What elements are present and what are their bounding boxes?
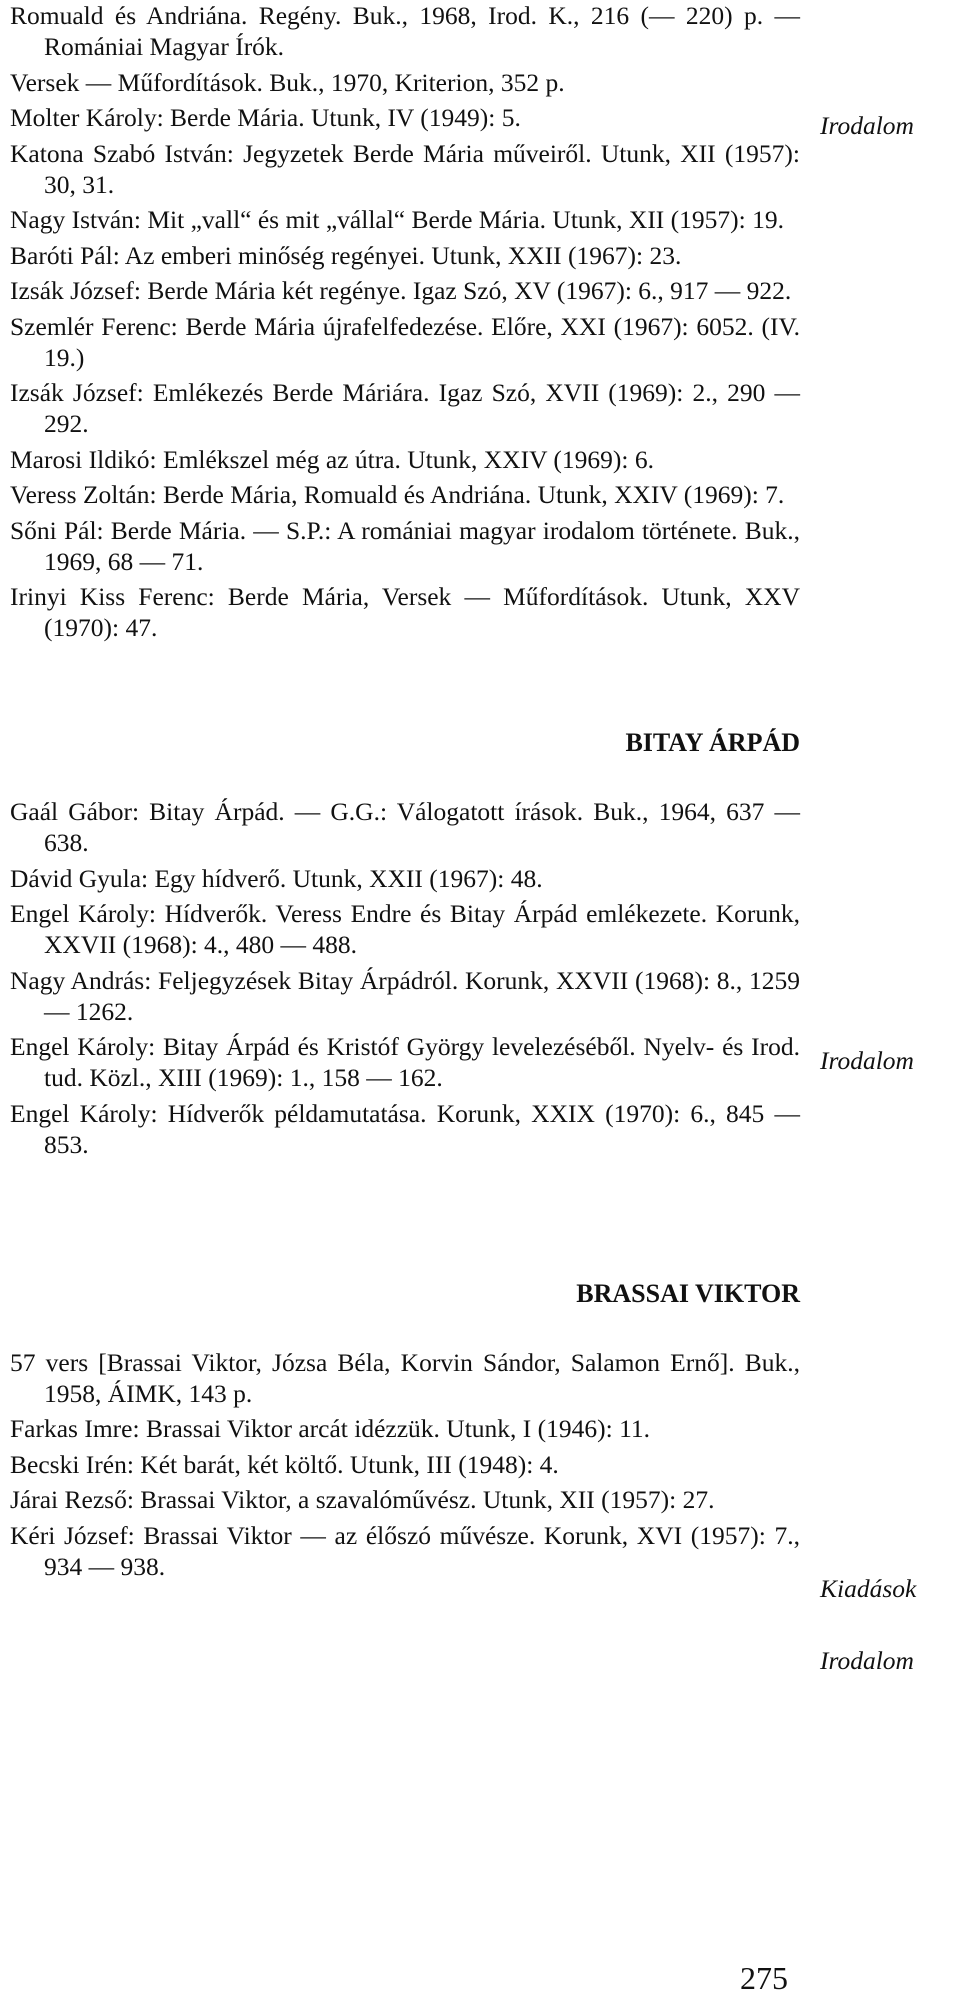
margin-label-kiadasok: Kiadások (820, 1574, 917, 1603)
bibliography-entry: Veress Zoltán: Berde Mária, Romuald és Andriána. Utunk, XXIV (1969): 7. (10, 480, 785, 509)
bibliography-entry: Dávid Gyula: Egy hídverő. Utunk, XXII (1967): 48. (10, 863, 543, 893)
bibliography-entry: Romuald és Andriána. Regény. Buk., 1968, Irod. K., 216 (— 220) p. — Romániai Magyar Írók. (10, 1, 807, 61)
bibliography-entry: Izsák József: Emlékezés Berde Máriára. Igaz Szó, XVII (1969): 2., 290 — 292. (10, 378, 807, 438)
bibliography-entry: Katona Szabó István: Jegyzetek Berde Mária műveiről. Utunk, XII (1957): 30, 31. (10, 138, 807, 199)
bibliography-entry: Izsák József: Berde Mária két regénye. Igaz Szó, XV (1967): 6., 917 — 922. (10, 276, 792, 305)
section-berde-maria (10, 0, 807, 643)
bibliography-entry: Farkas Imre: Brassai Viktor arcát idézzük. Utunk, I (1946): 11. (10, 1414, 651, 1443)
section-bitay-arpad (10, 727, 807, 1160)
bibliography-entry: Marosi Ildikó: Emlékszel még az útra. Utunk, XXIV (1969): 6. (10, 444, 654, 474)
bibliography-entry: Molter Károly: Berde Mária. Utunk, IV (1949): 5. (10, 103, 521, 132)
bibliography-entry: Baróti Pál: Az emberi minőség regényei. Utunk, XXII (1967): 23. (10, 240, 682, 270)
bibliography-entry: Engel Károly: Hídverők. Veress Endre és Bitay Árpád emlékezete. Korunk, XXVII (1968): 4., 480 — 488. (10, 899, 807, 959)
margin-label-irodalom: Irodalom (820, 111, 914, 140)
bibliography-entry: Kéri József: Brassai Viktor — az élőszó művésze. Korunk, XVI (1957): 7., 934 — 938. (10, 1520, 807, 1581)
bibliography-entry: Nagy András: Feljegyzések Bitay Árpádról. Korunk, XXVII (1968): 8., 1259 — 1262. (10, 965, 807, 1026)
bibliography-entry: Irinyi Kiss Ferenc: Berde Mária, Versek — Műfordítások. Utunk, XXV (1970): 47. (10, 582, 807, 642)
bibliography-entry: Versek — Műfordítások. Buk., 1970, Kriterion, 352 p. (10, 67, 565, 97)
margin-label-irodalom: Irodalom (820, 1646, 914, 1675)
bibliography-entry: Sőni Pál: Berde Mária. — S.P.: A romániai magyar irodalom története. Buk., 1969, 68 — 71. (10, 515, 807, 576)
bibliography-entry: Járai Rezső: Brassai Viktor, a szavalóművész. Utunk, XII (1957): 27. (10, 1485, 715, 1514)
section-heading: BITAY ÁRPÁD (625, 728, 800, 757)
bibliography-entry: Engel Károly: Bitay Árpád és Kristóf György levelezéséből. Nyelv- és Irod. tud. Közl., XIII (1969): 1., 158 — 162. (10, 1032, 807, 1092)
bibliography-entry: 57 vers [Brassai Viktor, Józsa Béla, Korvin Sándor, Salamon Ernő]. Buk., 1958, ÁIMK, 143 p. (10, 1347, 807, 1408)
section-heading: BRASSAI VIKTOR (576, 1278, 800, 1308)
bibliography-entry: Nagy István: Mit „vall“ és mit „vállal“ Berde Mária. Utunk, XII (1957): 19. (10, 205, 784, 234)
section-brassai-viktor (10, 1278, 807, 1582)
bibliography-entry: Szemlér Ferenc: Berde Mária újrafelfedezése. Előre, XXI (1967): 6052. (IV. 19.) (10, 311, 807, 372)
bibliography-column (10, 0, 807, 1586)
bibliography-entry: Gaál Gábor: Bitay Árpád. — G.G.: Válogatott írások. Buk., 1964, 637 — 638. (10, 797, 807, 857)
page-number: 275 (740, 1960, 788, 1996)
bibliography-entry: Becski Irén: Két barát, két költő. Utunk, III (1948): 4. (10, 1449, 559, 1479)
margin-label-irodalom: Irodalom (820, 1046, 914, 1075)
bibliography-entry: Engel Károly: Hídverők példamutatása. Korunk, XXIX (1970): 6., 845 — 853. (10, 1098, 807, 1159)
